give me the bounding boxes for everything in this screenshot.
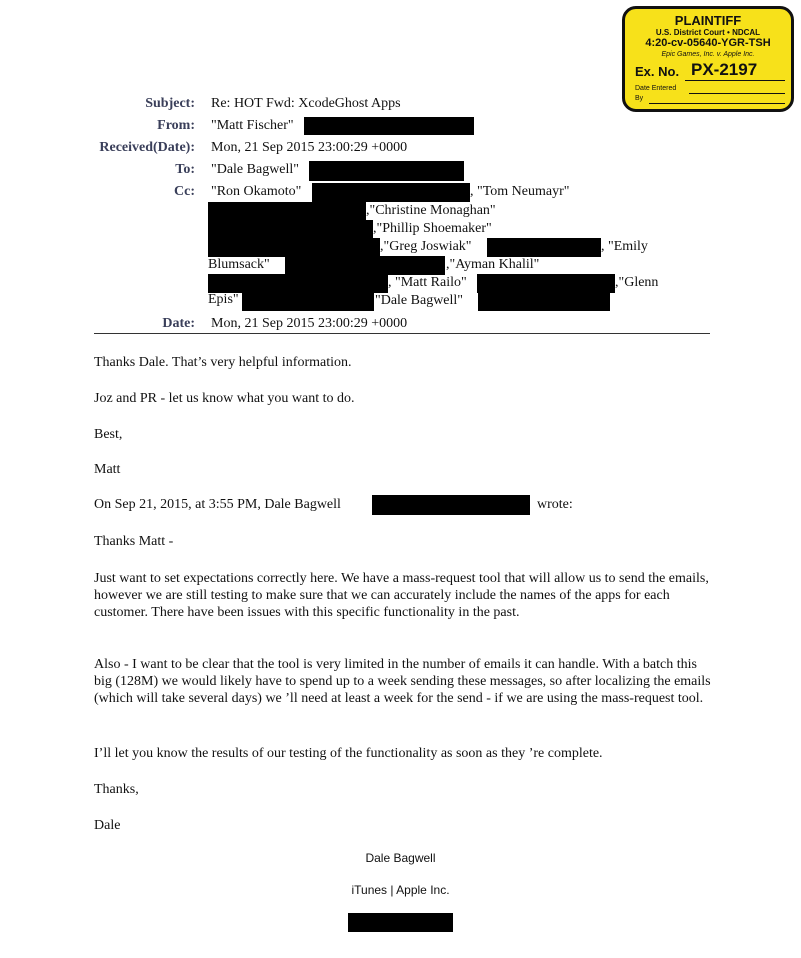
quote-attribution-end: wrote: [537, 497, 573, 512]
body-paragraph: Also - I want to be clear that the tool is very limited in the number of emails it can handle. With a batch this big (128M) we would likely have to spend up to a week sending these messages, so after localizing the emails (which will take several days) we ’ll need at least a week for the send - if we are using the mass-request tool. [94, 657, 711, 706]
exhibit-sticker [622, 6, 794, 112]
body-paragraph: Just want to set expectations correctly here. We have a mass-request tool that will allow us to send the emails, however we are still testing to make sure that we can accurately include the names of the apps for each customer. There have been issues with this specific functionality in the past. [94, 571, 709, 620]
body-paragraph: Joz and PR - let us know what you want to do. [94, 391, 355, 406]
redaction-box [285, 256, 445, 275]
redaction-box [242, 292, 374, 311]
cc-christine-monaghan: ,"Christine Monaghan" [366, 203, 496, 218]
redaction-box [372, 495, 530, 515]
cc-label: Cc: [174, 184, 195, 199]
redaction-box [487, 238, 601, 257]
signature-name: Dale Bagwell [365, 851, 436, 865]
sticker-case-number: 4:20-cv-05640-YGR-TSH [645, 37, 771, 49]
sticker-ex-label: Ex. No. [635, 64, 680, 79]
redaction-box [208, 274, 388, 293]
subject-label: Subject: [145, 96, 195, 111]
redaction-box [312, 183, 470, 202]
body-paragraph: Best, [94, 427, 123, 442]
signature-org: iTunes | Apple Inc. [351, 883, 450, 897]
cc-phillip-shoemaker: ,"Phillip Shoemaker" [373, 221, 492, 236]
cc-tom-neumayr: , "Tom Neumayr" [470, 184, 570, 199]
body-paragraph: Dale [94, 818, 121, 833]
subject-value: Re: HOT Fwd: XcodeGhost Apps [211, 96, 401, 111]
cc-ayman-khalil: ,"Ayman Khalil" [446, 257, 540, 272]
body-paragraph: Thanks, [94, 782, 139, 797]
cc-emily-first: , "Emily [601, 239, 648, 254]
cc-greg-joswiak: ,"Greg Joswiak" [380, 239, 472, 254]
body-paragraph: I’ll let you know the results of our testing of the functionality as soon as they ’re complete. [94, 746, 603, 761]
quote-attribution-start: On Sep 21, 2015, at 3:55 PM, Dale Bagwell [94, 497, 341, 512]
sticker-by-label: By [635, 95, 644, 102]
sticker-title: PLAINTIFF [674, 13, 742, 28]
body-paragraph: Matt [94, 462, 121, 477]
cc-glenn-first: ,"Glenn [615, 275, 659, 290]
sticker-by-line [649, 103, 785, 104]
sticker-date-label: Date Entered [635, 85, 677, 92]
sticker-court: U.S. District Court • NDCAL [655, 28, 761, 37]
received-value: Mon, 21 Sep 2015 23:00:29 +0000 [211, 140, 408, 155]
cc-glenn-last: Epis" [208, 292, 239, 307]
redaction-box [208, 238, 380, 257]
redaction-box [208, 202, 366, 221]
received-label: Received(Date): [99, 140, 195, 155]
sticker-ex-underline [685, 80, 785, 81]
redaction-box [309, 161, 464, 181]
date-label: Date: [162, 316, 195, 331]
redaction-box [208, 220, 373, 239]
redaction-box [477, 274, 615, 293]
cc-matt-railo: , "Matt Railo" [388, 275, 467, 290]
cc-ron-okamoto: "Ron Okamoto" [211, 184, 302, 199]
from-value: "Matt Fischer" [211, 118, 294, 133]
body-paragraph: Thanks Dale. That’s very helpful information. [94, 355, 352, 370]
body-paragraph: Thanks Matt - [94, 534, 174, 549]
cc-dale-bagwell: "Dale Bagwell" [375, 293, 464, 308]
cc-emily-last: Blumsack" [208, 257, 270, 272]
to-value: "Dale Bagwell" [211, 162, 300, 177]
redaction-box [304, 117, 474, 135]
to-label: To: [175, 162, 195, 177]
redaction-box [478, 292, 610, 311]
sticker-ex-number: PX-2197 [691, 60, 758, 79]
sticker-parties: Epic Games, Inc. v. Apple Inc. [661, 51, 755, 58]
sticker-date-line [689, 93, 785, 94]
redaction-box [348, 913, 453, 932]
from-label: From: [157, 118, 195, 133]
header-divider [94, 333, 710, 334]
date-value: Mon, 21 Sep 2015 23:00:29 +0000 [211, 316, 408, 331]
